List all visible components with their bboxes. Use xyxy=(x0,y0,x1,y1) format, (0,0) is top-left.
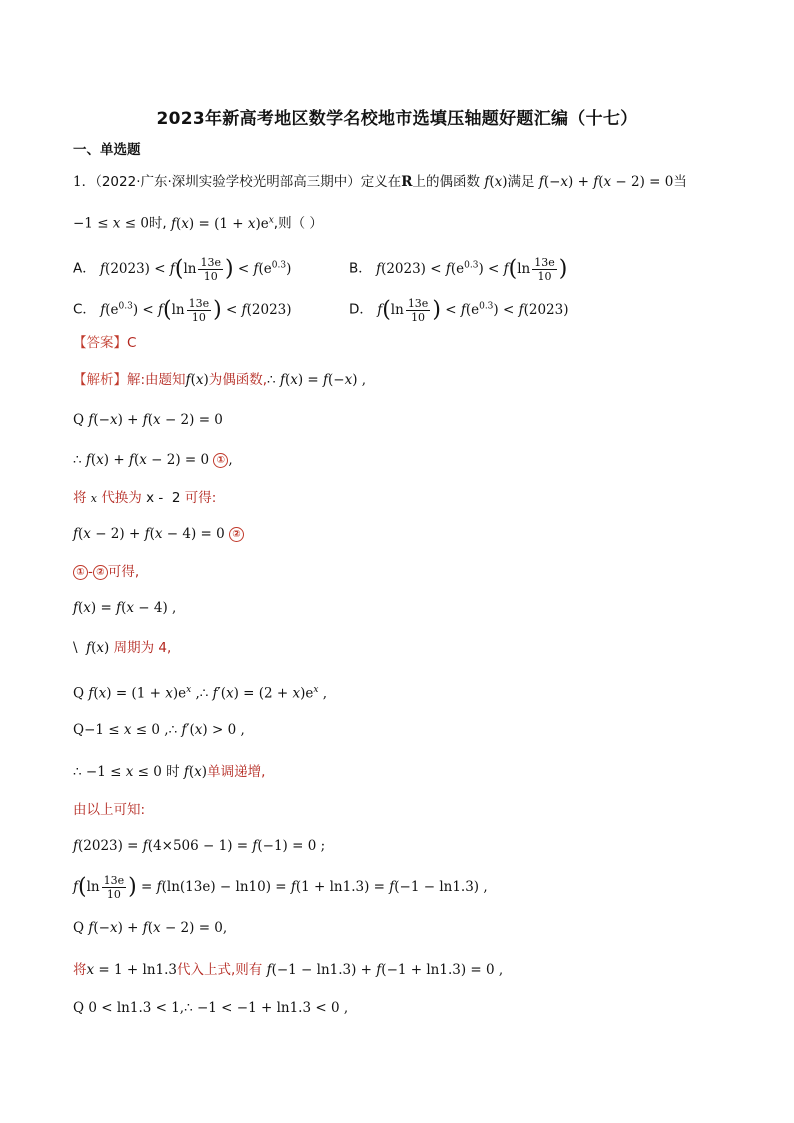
problem-stem-line-1 xyxy=(73,172,687,192)
analysis-line-17: Q 0 < ln1.3 < 1,∴ −1 < −1 + ln1.3 < 0 , xyxy=(73,1000,349,1016)
analysis-line-8: \ f(x) 周期为 4, xyxy=(73,640,172,656)
problem-source: （2022·广东·深圳实验学校光明部高三期中） xyxy=(95,174,361,190)
stem-text: 时, xyxy=(148,215,167,232)
marker-one: ① xyxy=(213,453,228,468)
analysis-line-9: Q $f(x) = (1 + x)e^x$ ,∴ $f'(x) = (2 + x)e^x$ , xyxy=(73,685,328,702)
option-a[interactable] xyxy=(73,255,291,283)
analysis-label: 【解析】 xyxy=(73,372,127,388)
answer-line xyxy=(73,333,136,353)
answer-value: C xyxy=(127,335,137,351)
analysis-line-12: 由以上可知: xyxy=(73,802,146,818)
analysis-text: 周期为 4, xyxy=(113,640,172,656)
answer-label: 【答案】 xyxy=(73,335,127,351)
analysis-text: 代入上式,则有 xyxy=(176,962,263,978)
math-fx: f(x) xyxy=(185,372,209,388)
analysis-line-11: ∴ −1 ≤ x ≤ 0 时 f(x)单调递增, xyxy=(73,764,266,780)
stem-text: 定义在 xyxy=(360,174,402,190)
analysis-line-15: Q f(−x) + f(x − 2) = 0, xyxy=(73,920,228,936)
analysis-text: 将 xyxy=(73,490,87,506)
section-heading: 一、单选题 xyxy=(73,142,141,158)
analysis-text: 可得, xyxy=(107,564,140,580)
problem-stem-line-2 xyxy=(73,210,323,234)
math-definition: $f(x) = (1 + x)e^x$ xyxy=(171,215,274,232)
analysis-line-1 xyxy=(73,370,366,390)
stem-set-r: R xyxy=(401,174,413,190)
analysis-text: 为偶函数, xyxy=(208,372,268,388)
option-a-math: f(2023) < f(ln $\frac{13e}{10}$ ) < $f(e^{0.3})$ xyxy=(100,255,292,283)
analysis-text: 将 xyxy=(73,962,87,978)
analysis-text: 单调递增, xyxy=(207,764,266,780)
option-letter: C． xyxy=(73,301,96,318)
option-c-math: $f(e^{0.3}) < f(\ln$ $\frac{13e}{10}$ ) < f(2023) xyxy=(100,296,292,324)
marker-one: ① xyxy=(73,565,88,580)
stem-text: ,则（ ） xyxy=(273,215,323,232)
option-b[interactable] xyxy=(349,255,567,283)
option-c[interactable] xyxy=(73,296,292,324)
analysis-line-16: 将x = 1 + ln1.3代入上式,则有 f(−1 − ln1.3) + f(−1 + ln1.3) = 0 , xyxy=(73,962,504,978)
math-fx: f(x) xyxy=(484,174,508,190)
analysis-line-14: f(ln $\frac{13e}{10}$ ) = f(ln(13e) − ln10) = f(1 + ln1.3) = f(−1 − ln1.3) , xyxy=(73,874,488,901)
page-title: 2023年新高考地区数学名校地市选填压轴题好题汇编（十七） xyxy=(156,109,638,129)
stem-text: 当 xyxy=(673,174,687,190)
option-d[interactable] xyxy=(349,296,568,324)
analysis-text: 可得: xyxy=(184,490,217,506)
option-letter: D． xyxy=(349,301,373,318)
analysis-line-2: Q f(−x) + f(x − 2) = 0 xyxy=(73,412,223,428)
analysis-text: 代换为 xyxy=(101,490,142,506)
marker-two: ② xyxy=(93,565,108,580)
marker-two: ② xyxy=(229,527,244,542)
analysis-line-3: ∴ f(x) + f(x − 2) = 0 ① , xyxy=(73,452,233,468)
math-even: ∴ f(x) = f(−x) , xyxy=(267,372,367,388)
option-letter: B． xyxy=(349,260,372,277)
analysis-line-10: Q−1 ≤ x ≤ 0 ,∴ f′(x) > 0 , xyxy=(73,722,245,738)
analysis-text: 解:由题知 xyxy=(127,372,186,388)
analysis-line-4: 将 x 代换为 x - 2 可得: xyxy=(73,490,217,506)
option-d-math: f(ln $\frac{13e}{10}$ ) < $f(e^{0.3}) < f(2023)$ xyxy=(377,296,569,324)
stem-text: 满足 xyxy=(507,174,535,190)
option-letter: A． xyxy=(73,260,96,277)
option-b-math: $f(2023) < f(e^{0.3}) < f(\ln$ $\frac{13e}{10}$ ) xyxy=(376,255,568,283)
analysis-line-6: ① - ② 可得, xyxy=(73,562,139,582)
math-condition: f(−x) + f(x − 2) = 0 xyxy=(538,174,674,190)
analysis-line-7: f(x) = f(x − 4) , xyxy=(73,600,177,616)
math-interval: −1 ≤ x ≤ 0 xyxy=(73,215,149,232)
analysis-line-5: f(x − 2) + f(x − 4) = 0 ② xyxy=(73,524,244,544)
problem-number: 1． xyxy=(73,174,96,190)
analysis-line-13: f(2023) = f(4×506 − 1) = f(−1) = 0 ; xyxy=(73,838,326,854)
stem-text: 上的偶函数 xyxy=(412,174,481,190)
